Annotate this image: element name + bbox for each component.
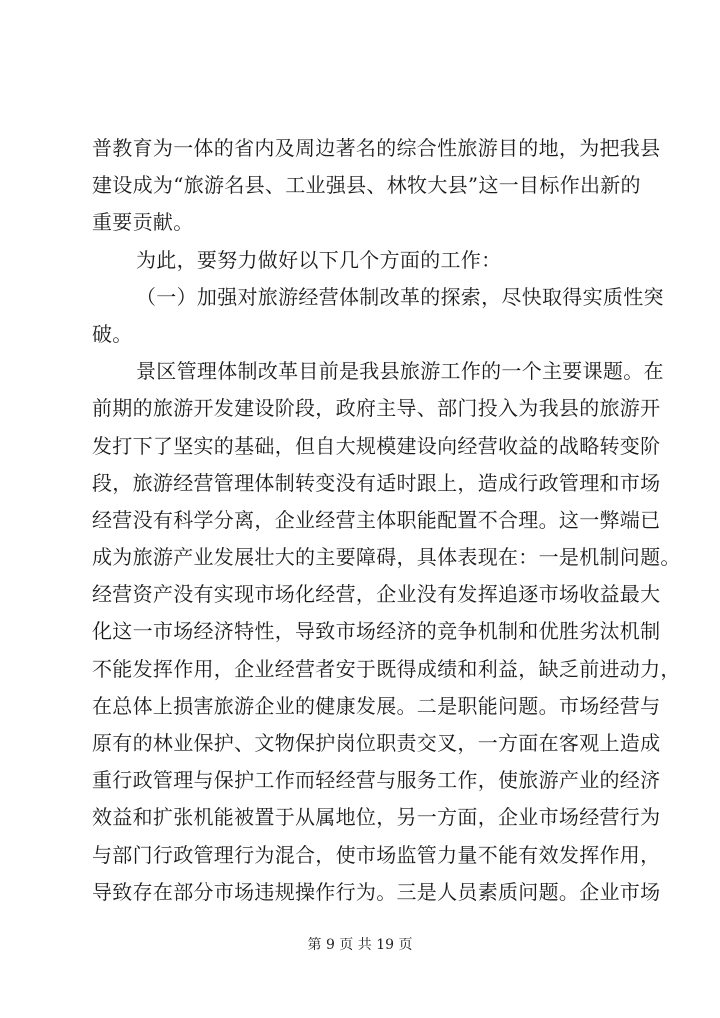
text-line: 经营没有科学分离，企业经营主体职能配置不合理。这一弊端已 [92,507,661,532]
text-line: 建设成为“旅游名县、工业强县、林牧大县”这一目标作出新的 [92,173,641,198]
text-line: 成为旅游产业发展壮大的主要障碍，具体表现在：一是机制问题。 [92,545,681,570]
text-line: 与部门行政管理行为混合，使市场监管力量不能有效发挥作用， [92,842,661,867]
text-line: 发打下了坚实的基础，但自大规模建设向经营收益的战略转变阶 [92,433,661,458]
text-line: 化这一市场经济特性，导致市场经济的竞争机制和优胜劣汰机制 [92,619,661,644]
text-line: 段，旅游经营管理体制转变没有适时跟上，造成行政管理和市场 [92,470,661,495]
text-line: 前期的旅游开发建设阶段，政府主导、部门投入为我县的旅游开 [92,396,661,421]
body-text [92,130,681,911]
page-footer: 第 9 页 共 19 页 [307,937,413,953]
text-line: 不能发挥作用，企业经营者安于既得成绩和利益，缺乏前进动力， [92,656,681,681]
text-line: 为此，要努力做好以下几个方面的工作： [136,247,502,272]
text-line: 破。 [92,321,133,346]
text-line: 导致存在部分市场违规操作行为。三是人员素质问题。企业市场 [92,879,661,904]
text-line: （一）加强对旅游经营体制改革的探索，尽快取得实质性突 [136,284,664,309]
text-line: 在总体上损害旅游企业的健康发展。二是职能问题。市场经营与 [92,693,661,718]
text-line: 重要贡献。 [92,210,194,235]
text-line: 景区管理体制改革目前是我县旅游工作的一个主要课题。在 [136,359,664,384]
text-line: 普教育为一体的省内及周边著名的综合性旅游目的地，为把我县 [92,136,661,160]
text-line: 效益和扩张机能被置于从属地位，另一方面，企业市场经营行为 [92,805,661,830]
text-line: 经营资产没有实现市场化经营，企业没有发挥追逐市场收益最大 [92,582,661,607]
text-line: 重行政管理与保护工作而轻经营与服务工作，使旅游产业的经济 [92,768,661,793]
text-line: 原有的林业保护、文物保护岗位职责交叉，一方面在客观上造成 [92,731,661,755]
